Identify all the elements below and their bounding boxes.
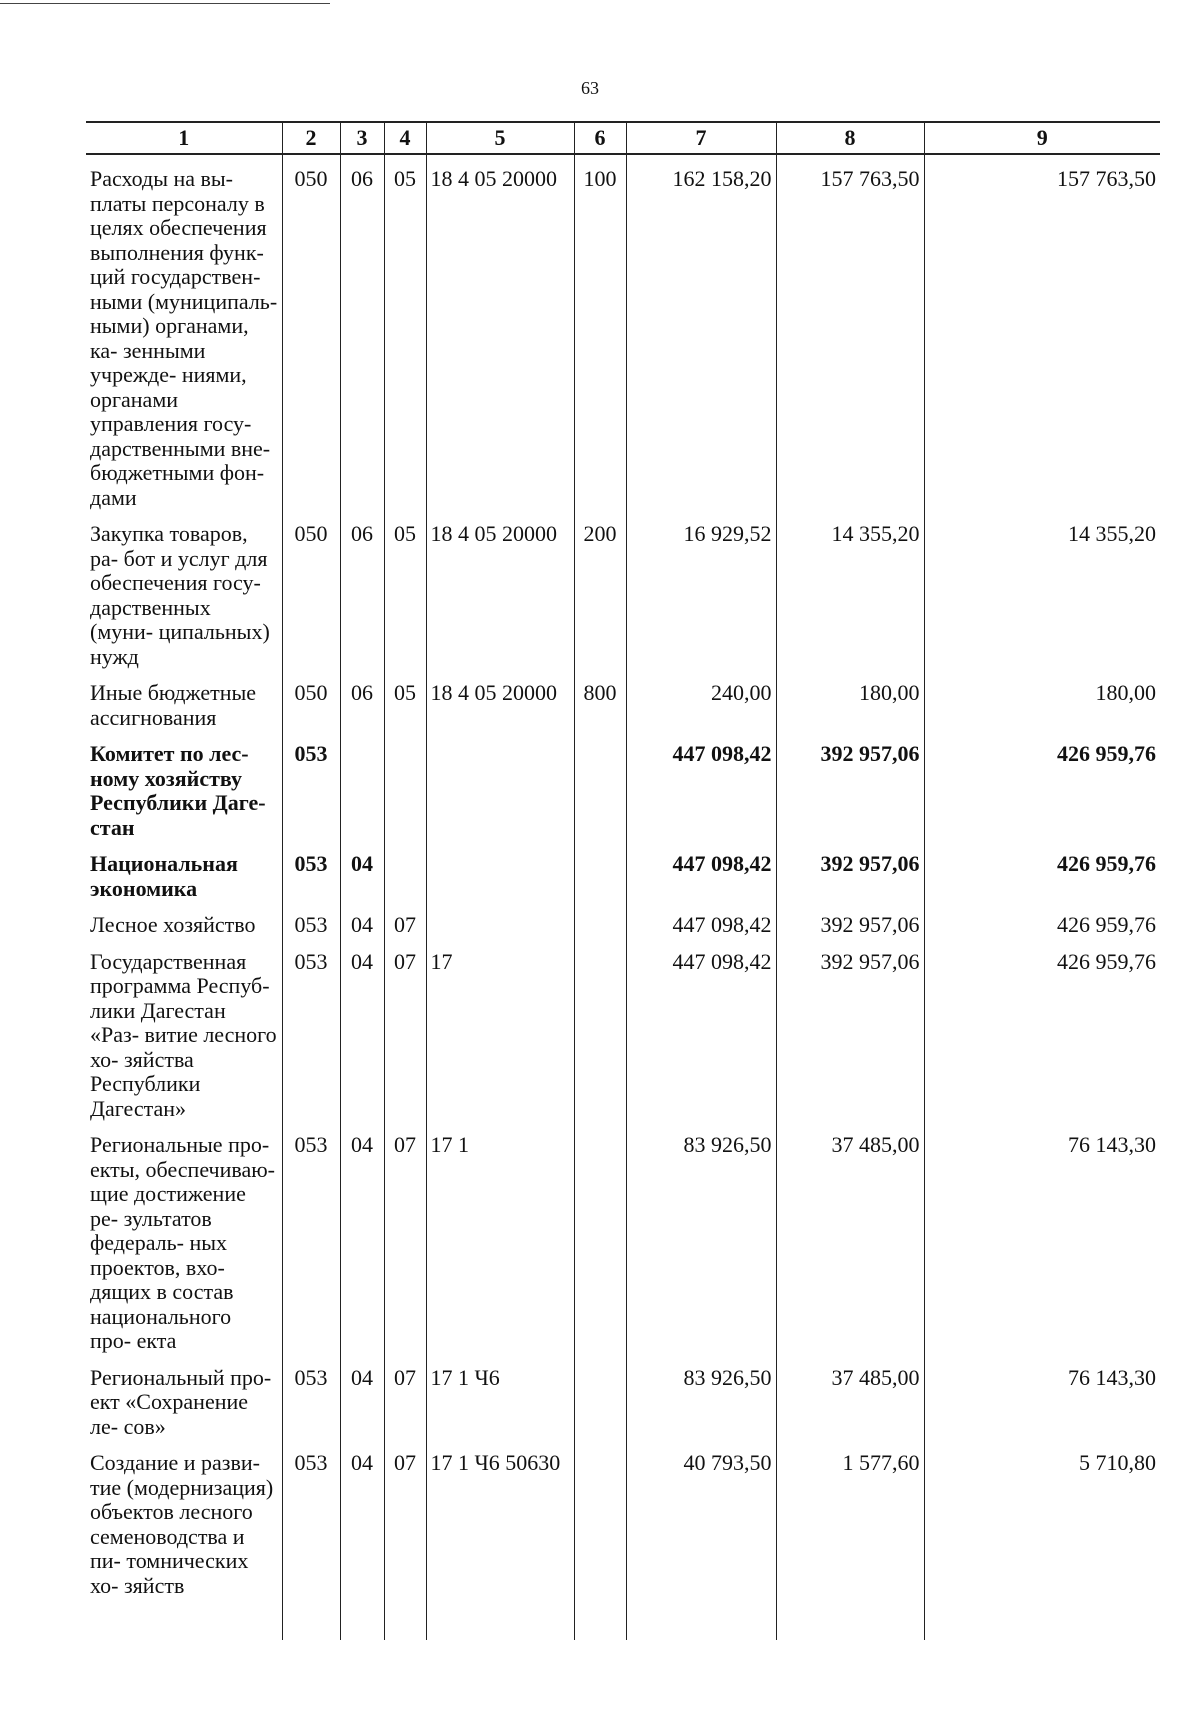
col-6-cell — [574, 1354, 626, 1440]
col-4-cell: 07 — [384, 938, 426, 1122]
column-header-4: 4 — [384, 122, 426, 154]
col-9-cell: 14 355,20 — [924, 510, 1160, 669]
col-9-cell: 426 959,76 — [924, 840, 1160, 901]
col-8-cell: 157 763,50 — [776, 154, 924, 510]
col-8-cell: 14 355,20 — [776, 510, 924, 669]
row-name-cell: Государственная программа Респуб- лики Дагестан «Раз- витие лесного хо- зяйства Республики Дагестан» — [90, 948, 277, 1121]
col-5-cell: 17 1 Ч6 50630 — [426, 1439, 574, 1640]
col-6-cell — [574, 901, 626, 938]
col-9-cell: 426 959,76 — [924, 938, 1160, 1122]
col-3-cell: 04 — [340, 938, 384, 1122]
col-4-cell: 07 — [384, 1439, 426, 1640]
col-2-cell: 053 — [282, 840, 340, 901]
col-9-cell: 157 763,50 — [924, 154, 1160, 510]
col-8-cell: 37 485,00 — [776, 1354, 924, 1440]
col-7-cell: 447 098,42 — [626, 840, 776, 901]
col-9-cell: 5 710,80 — [924, 1439, 1160, 1640]
col-7-cell: 16 929,52 — [626, 510, 776, 669]
table-row — [86, 840, 1160, 901]
col-7-cell: 447 098,42 — [626, 730, 776, 840]
row-name-cell: Региональные про- екты, обеспечиваю- щие достижение ре- зультатов федераль- ных проектов, вхо- дящих в состав национального про- екта — [90, 1132, 275, 1353]
col-5-cell — [426, 730, 574, 840]
col-9-cell: 76 143,30 — [924, 1121, 1160, 1354]
table-row — [86, 901, 1160, 938]
col-4-cell — [384, 730, 426, 840]
col-3-cell: 04 — [340, 840, 384, 901]
col-3-cell: 06 — [340, 510, 384, 669]
col-6-cell: 800 — [574, 669, 626, 730]
col-7-cell: 447 098,42 — [626, 938, 776, 1122]
col-3-cell: 06 — [340, 154, 384, 510]
row-name-cell: Создание и разви- тие (модернизация) объектов лесного семеноводства и пи- томнических хо- зяйств — [90, 1450, 274, 1598]
col-3-cell: 04 — [340, 901, 384, 938]
col-7-cell: 447 098,42 — [626, 901, 776, 938]
column-header-5: 5 — [426, 122, 574, 154]
col-9-cell: 426 959,76 — [924, 730, 1160, 840]
table-header — [86, 122, 1160, 154]
col-8-cell: 180,00 — [776, 669, 924, 730]
col-7-cell: 40 793,50 — [626, 1439, 776, 1640]
col-9-cell: 426 959,76 — [924, 901, 1160, 938]
table-body — [86, 154, 1160, 1640]
col-4-cell: 07 — [384, 1354, 426, 1440]
col-3-cell: 04 — [340, 1354, 384, 1440]
row-name-cell: Лесное хозяйство — [90, 912, 256, 937]
col-2-cell: 050 — [282, 154, 340, 510]
col-4-cell: 05 — [384, 669, 426, 730]
col-5-cell: 17 — [426, 938, 574, 1122]
col-3-cell — [340, 730, 384, 840]
col-7-cell: 83 926,50 — [626, 1121, 776, 1354]
col-8-cell: 37 485,00 — [776, 1121, 924, 1354]
col-2-cell: 053 — [282, 730, 340, 840]
col-3-cell: 06 — [340, 669, 384, 730]
col-2-cell: 053 — [282, 901, 340, 938]
col-7-cell: 240,00 — [626, 669, 776, 730]
row-name-cell: Расходы на вы- платы персоналу в целях обеспечения выполнения функ- ций государствен- ными (муниципаль- ными) органами, ка- зенными учрежде- ниями, органами управления госу- дарственными вне- бюджетными фон- дами — [90, 166, 278, 510]
column-header-3: 3 — [340, 122, 384, 154]
col-8-cell: 392 957,06 — [776, 840, 924, 901]
col-6-cell — [574, 938, 626, 1122]
col-8-cell: 392 957,06 — [776, 938, 924, 1122]
col-2-cell: 053 — [282, 938, 340, 1122]
col-6-cell — [574, 1439, 626, 1640]
col-5-cell: 18 4 05 20000 — [426, 510, 574, 669]
col-5-cell: 18 4 05 20000 — [426, 669, 574, 730]
col-4-cell — [384, 840, 426, 901]
col-2-cell: 053 — [282, 1121, 340, 1354]
col-4-cell: 07 — [384, 901, 426, 938]
col-3-cell: 04 — [340, 1439, 384, 1640]
col-6-cell — [574, 840, 626, 901]
col-2-cell: 053 — [282, 1354, 340, 1440]
header-row — [86, 122, 1160, 154]
col-5-cell: 18 4 05 20000 — [426, 154, 574, 510]
col-6-cell: 200 — [574, 510, 626, 669]
budget-table — [86, 121, 1160, 1640]
column-header-6: 6 — [574, 122, 626, 154]
row-name-cell: Региональный про- ект «Сохранение ле- сов» — [90, 1364, 272, 1439]
table-row — [86, 938, 1160, 1122]
table-row — [86, 1439, 1160, 1640]
page-number: 63 — [581, 78, 599, 98]
col-6-cell — [574, 730, 626, 840]
table-row — [86, 1121, 1160, 1354]
col-5-cell — [426, 840, 574, 901]
table-row — [86, 510, 1160, 669]
col-7-cell: 162 158,20 — [626, 154, 776, 510]
row-name-cell: Иные бюджетные ассигнования — [90, 680, 257, 730]
col-9-cell: 180,00 — [924, 669, 1160, 730]
col-2-cell: 050 — [282, 669, 340, 730]
col-9-cell: 76 143,30 — [924, 1354, 1160, 1440]
col-4-cell: 05 — [384, 154, 426, 510]
table-row — [86, 669, 1160, 730]
col-5-cell — [426, 901, 574, 938]
col-6-cell — [574, 1121, 626, 1354]
table-row — [86, 1354, 1160, 1440]
col-4-cell: 07 — [384, 1121, 426, 1354]
col-5-cell: 17 1 Ч6 — [426, 1354, 574, 1440]
column-header-2: 2 — [282, 122, 340, 154]
row-name-cell: Комитет по лес- ному хозяйству Республики Даге- стан — [90, 741, 266, 840]
col-8-cell: 392 957,06 — [776, 730, 924, 840]
col-7-cell: 83 926,50 — [626, 1354, 776, 1440]
col-4-cell: 05 — [384, 510, 426, 669]
column-header-1: 1 — [86, 122, 282, 154]
col-8-cell: 392 957,06 — [776, 901, 924, 938]
row-name-cell: Закупка товаров, ра- бот и услуг для обеспечения госу- дарственных (муни- ципальных) нужд — [90, 521, 270, 669]
top-rule — [0, 3, 330, 4]
col-8-cell: 1 577,60 — [776, 1439, 924, 1640]
column-header-9: 9 — [924, 122, 1160, 154]
column-header-8: 8 — [776, 122, 924, 154]
col-5-cell: 17 1 — [426, 1121, 574, 1354]
col-3-cell: 04 — [340, 1121, 384, 1354]
row-name-cell: Национальная экономика — [90, 851, 238, 901]
col-2-cell: 050 — [282, 510, 340, 669]
col-2-cell: 053 — [282, 1439, 340, 1640]
table-row — [86, 154, 1160, 510]
table-row — [86, 730, 1160, 840]
col-6-cell: 100 — [574, 154, 626, 510]
column-header-7: 7 — [626, 122, 776, 154]
